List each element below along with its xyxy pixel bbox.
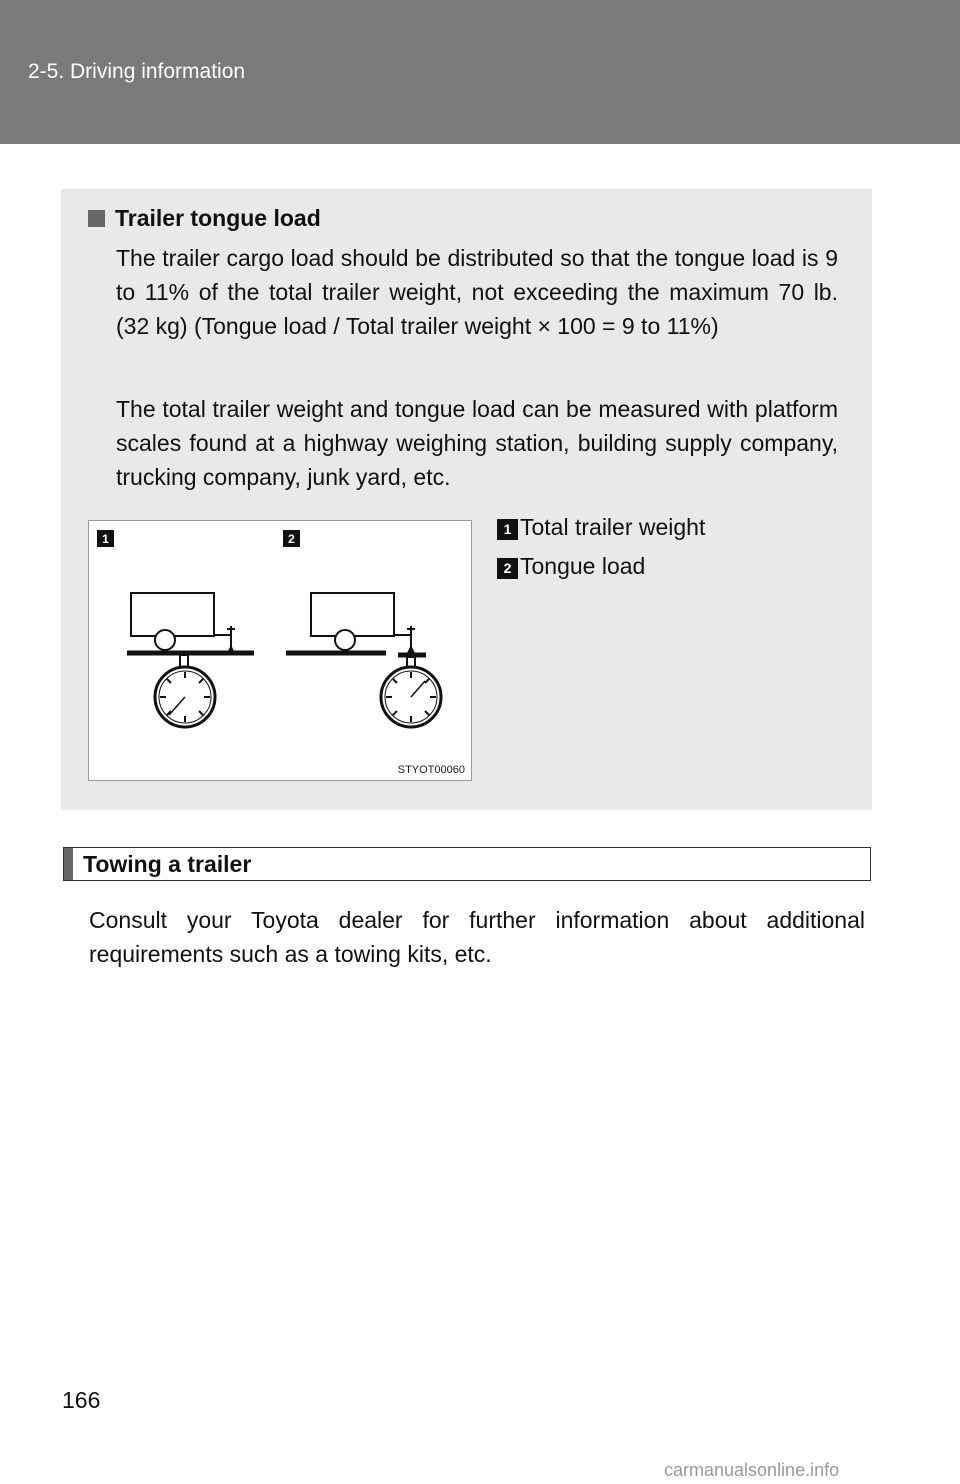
section-title: 2-5. Driving information [28, 60, 246, 83]
trailer-tongue-load-heading-text: Trailer tongue load [115, 205, 321, 231]
heading-accent-bar [64, 848, 73, 880]
page-number: 166 [62, 1387, 101, 1413]
legend-2-label: Tongue load [520, 553, 646, 579]
square-bullet-icon [88, 210, 105, 227]
total-weight-trailer [131, 593, 235, 650]
trailer-tongue-load-heading [88, 205, 321, 232]
figure-code: STYOT00060 [397, 764, 465, 776]
tongue-load-trailer [311, 593, 415, 650]
left-scale-gauge [155, 655, 215, 727]
callout-1-label: 1 [102, 532, 109, 546]
page-header [0, 0, 960, 144]
callout-2-label: 2 [288, 532, 295, 546]
right-scale-gauge [381, 657, 441, 727]
tongue-load-paragraph: The trailer cargo load should be distributed so that the tongue load is 9 to 11% of the total trailer weight, not exceeding the maximum 70 lb. (32 kg) (Tongue load / Total trailer weight × 100 = 9 to 11%) [116, 245, 838, 339]
towing-paragraph: Consult your Toyota dealer for further information about additional requirements such as a towing kits, etc. [89, 907, 865, 967]
trailer-scales-illustration [89, 521, 473, 782]
legend-1-number: 1 [497, 519, 518, 540]
watermark: carmanualsonline.info [664, 1460, 840, 1480]
callout-1-badge [97, 530, 114, 547]
legend-1-label: Total trailer weight [520, 514, 706, 540]
scales-paragraph: The total trailer weight and tongue load can be measured with platform scales found at a highway weighing station, building supply company, trucking company, junk yard, etc. [116, 396, 838, 490]
legend-item-2 [497, 553, 645, 580]
towing-heading-box [63, 847, 871, 881]
trailer-weight-figure [88, 520, 472, 781]
callout-2-badge [283, 530, 300, 547]
legend-2-number: 2 [497, 558, 518, 579]
legend-item-1 [497, 514, 705, 541]
towing-heading: Towing a trailer [83, 851, 252, 877]
